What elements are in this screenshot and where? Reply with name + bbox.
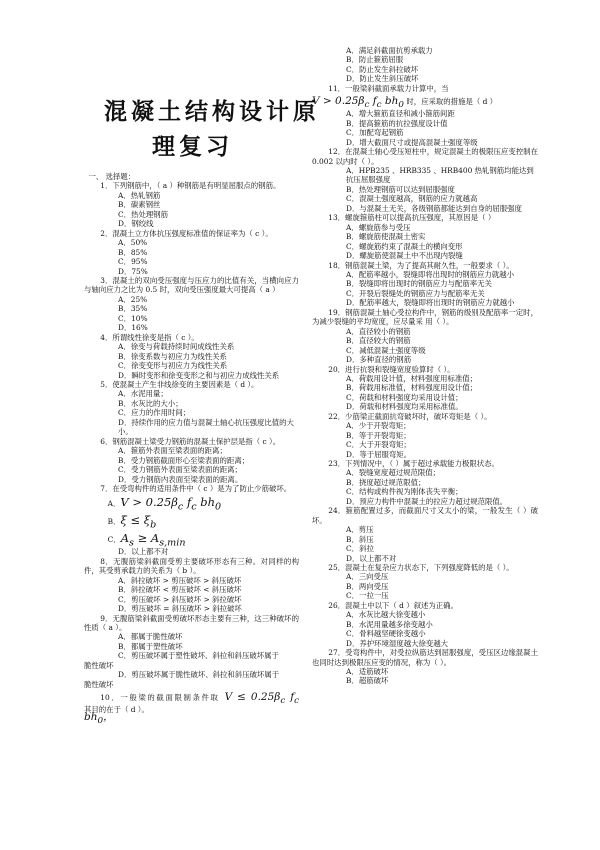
answer-option: D．钢绞线 <box>118 219 154 229</box>
answer-option: C．受力钢筋外表面至梁表面的距离； <box>118 465 242 475</box>
answer-option: C．骨料越坚硬徐变越小 <box>346 629 426 639</box>
question-text: 24．箍筋配置过多，而截面尺寸又太小的梁，一般发生（ ）破坏。 <box>312 506 538 525</box>
answer-option: B．裂缝即将出现时的钢筋应力与配筋率无关 <box>346 279 492 289</box>
question-text: 8．无腹筋梁斜截面受剪主要破坏形态有三种。对同样的构件，其受剪承载力的关系为（ b ）。 <box>84 556 299 576</box>
answer-option: A．裂缝宽度超过规范限值； <box>346 468 441 478</box>
question-text: 19．钢筋混凝土轴心受拉构件中，钢筋的级别及配筋率一定时，为减少裂缝的平均宽度，应尽量采 用（ ）。 <box>312 307 538 327</box>
answer-option: A．三向受压 <box>346 572 389 582</box>
answer-option: C．结构或构件视为刚体丧失平衡； <box>346 487 463 497</box>
answer-option: A．都属于脆性破坏 <box>118 632 183 642</box>
answer-option: A．满足斜截面抗剪承载力 <box>346 46 433 55</box>
answer-option: A．直径较小的钢筋 <box>346 326 411 336</box>
condition-option: A．$V > 0.25\beta_c$ $f_c$ $bh_0$ <box>107 495 222 513</box>
question-text: 27．受弯构件中，对受拉纵筋达到屈服强度，受压区边缘混凝土也同时达到极限压应变的情况，称为（ ）。 <box>312 648 538 667</box>
question-text: 6．钢筋混凝土梁受力钢筋的混凝土保护层是指（ c ）。 <box>100 436 281 446</box>
answer-option: A．配筋率越小，裂缝即将出现时的钢筋应力就越小 <box>346 269 514 279</box>
question-10: 10．一般梁的截面限制条件取 $V \le 0.25\beta_c$ $f_c$ $bh_0$， <box>84 691 300 727</box>
answer-option: A．荷载用设计值，材料强度用标准值； <box>346 373 478 383</box>
answer-option: A．斜拉破坏 > 剪压破坏 > 斜压破坏 <box>118 575 242 585</box>
answer-option: A．水泥用量； <box>118 389 168 399</box>
answer-option: B．防止箍筋屈服 <box>346 55 404 65</box>
answer-option: A．箍筋外表面至梁表面的距离； <box>118 446 227 456</box>
answer-option: D．增大截面尺寸或提高混凝土强度等级 <box>346 137 478 147</box>
question-text: 5．使混凝土产生非线徐变的主要因素是（ d ）。 <box>100 379 259 389</box>
answer-option: C．大于开裂弯矩； <box>346 440 411 450</box>
section-heading: 一、 选择题： <box>88 172 136 181</box>
question-text: 18．钢筋混凝土梁，为了提高其耐久性，一般要求（ ）。 <box>328 260 514 270</box>
answer-option: C．荷载和材料强度均采用设计值； <box>346 392 463 402</box>
question-11-condition: $V > 0.25\beta_c$ $f_c$ $bh_0$ 时，应采取的措施是（ d ） <box>312 95 498 111</box>
answer-option: D．多种直径的钢筋 <box>346 355 412 365</box>
answer-option: C．应力的作用时间； <box>118 408 191 418</box>
answer-option: B．碳素钢丝 <box>118 200 161 210</box>
answer-option: B．超筋破坏 <box>346 676 389 686</box>
continuation-line: 脆性破坏 <box>84 679 114 689</box>
document-title-line2: 理复习 <box>152 134 233 160</box>
answer-option: B．提高箍筋的抗拉强度设计值 <box>346 118 448 128</box>
answer-option: A．螺旋筋参与受压 <box>346 222 411 232</box>
answer-option: C．一拉一压 <box>346 591 389 601</box>
answer-option: C．螺旋筋约束了混凝土的横向变形 <box>346 241 463 251</box>
answer-option: D．剪压破坏属于脆性破坏、斜拉和斜压破坏属于 <box>118 670 280 680</box>
answer-option: A．25% <box>118 294 148 304</box>
answer-option: D．等于屈服弯矩。 <box>346 449 412 459</box>
question-text: 4．所谓线性徐变是指（ c ）。 <box>100 332 199 342</box>
answer-option: C．剪压破坏属于塑性破坏、斜拉和斜压破坏属于 <box>118 651 279 661</box>
answer-option: D．荷载和材料强度均采用标准值。 <box>346 402 463 412</box>
answer-option: D．持续作用的应力值与混凝土轴心抗压强度比值的大小。 <box>118 417 294 437</box>
answer-option: D．预应力构件中混凝土的拉应力超过规范限值。 <box>346 496 508 506</box>
answer-option: D．16% <box>118 323 148 333</box>
question-text: 12．在混凝土轴心受压短柱中，规定混凝土的极限压应变控制在 0.002 以内时（ ）。 <box>312 147 538 166</box>
question-text: 25．混凝土在复杂应力状态下，下列强度降低的是（ ）。 <box>328 563 514 573</box>
question-11-tail: 时，应采取的措施是（ d ） <box>406 97 498 107</box>
question-text: 7．在受弯构件的适用条件中（ c ）是为了防止少筋破坏。 <box>100 483 292 493</box>
question-text: 2．混凝土立方体抗压强度标准值的保证率为（ c ）。 <box>100 228 273 238</box>
answer-option: B．斜拉破坏 < 剪压破坏 < 斜压破坏 <box>118 585 242 595</box>
answer-option: A．热轧钢筋 <box>118 190 161 200</box>
answer-option: C．减低混凝土强度等级 <box>346 345 426 355</box>
answer-option: A．剪压 <box>346 525 374 535</box>
answer-option: B．35% <box>118 304 148 314</box>
answer-option: C．95% <box>118 257 148 267</box>
question-text: 22．少筋梁正截面抗弯破坏时，破坏弯矩是（ ）。 <box>328 411 492 421</box>
answer-option: B．热处理钢筋可以达到屈服强度 <box>346 184 455 194</box>
answer-option: A．适筋破坏 <box>346 667 389 676</box>
answer-option: D．防止发生斜压破坏 <box>346 74 419 84</box>
answer-option: B．都属于塑性破坏 <box>118 641 183 651</box>
answer-option: A．50% <box>118 238 148 248</box>
question-text: 23．下列情况中，（ ）属于超过承载能力极限状态。 <box>328 459 499 469</box>
answer-option: D．螺旋筋使混凝土中不出现内裂缝 <box>346 251 463 261</box>
question-text: 26．混凝土中以下（ d ）叙述为正确。 <box>328 600 458 610</box>
left-column <box>84 172 300 727</box>
answer-option: B．受力钢筋截面形心至梁表面的距离； <box>118 455 250 465</box>
question-text: 11．一般梁斜截面承载力计算中，当 <box>328 83 449 93</box>
answer-option: A．徐变与荷载持续时间成线性关系 <box>118 342 235 352</box>
right-column-top <box>312 46 538 93</box>
continuation-line: 其目的在于（ d ）。 <box>84 705 149 715</box>
answer-option: A．水灰比越大徐变越小 <box>346 610 426 620</box>
answer-option: B．螺旋筋使混凝土密实 <box>346 232 426 242</box>
answer-option: C．混凝土强度越高，钢筋的应力就越高 <box>346 194 478 204</box>
question-text: 9．无腹筋梁斜截面受剪破坏形态主要有三种，这三种破坏的性质（ a ）。 <box>84 613 299 633</box>
answer-option: D．配筋率越大，裂缝即将出现时的钢筋应力就越小 <box>346 298 515 308</box>
answer-option: D．养护环境湿度越大徐变越大 <box>346 638 449 648</box>
answer-option: B．等于开裂弯矩； <box>346 430 411 440</box>
answer-option: B．两向受压 <box>346 581 389 591</box>
answer-option: A．HPB235 、HRB335 、HRB400 热轧钢筋均能达到抗压屈服强度 <box>346 165 534 185</box>
answer-option: D．以上都不对 <box>346 553 397 563</box>
answer-option: C．热处理钢筋 <box>118 209 169 219</box>
right-column-body <box>312 109 538 686</box>
question-text: 13．螺旋箍筋柱可以提高抗压强度，其原因是（ ） <box>328 213 496 223</box>
right-column <box>312 46 538 686</box>
question-text: 20．进行抗裂和裂缝宽度验算时（ ）。 <box>328 364 455 374</box>
answer-option: B．水泥用量越多徐变越小 <box>346 619 433 629</box>
answer-option: D．75% <box>118 266 148 276</box>
answer-option: B．荷载用标准值，材料强度用设计值； <box>346 383 478 393</box>
question-text: 1．下列钢筋中，（ a ）种钢筋是有明显屈服点的钢筋。 <box>100 181 281 191</box>
condition-option: C．$A_s \ge A_{s,min}$ <box>107 531 186 549</box>
answer-option: B．挠度超过规范限值； <box>346 477 426 487</box>
answer-option: D．瞬时变形和徐变变形之和与初应力成线性关系 <box>118 370 280 380</box>
question-text: 3．混凝土的双向受压强度与压应力的比值有关，当横向应力与轴向应力之比为 0.5 时，双向受压强度最大可提高（ a ） <box>84 275 299 295</box>
answer-option: D．以上都不对 <box>118 547 169 557</box>
answer-option: A．少于开裂弯矩； <box>346 421 411 431</box>
answer-option: C．剪压破坏 > 斜压破坏 > 斜拉破坏 <box>118 594 242 604</box>
continuation-line: 脆性破坏 <box>84 660 114 670</box>
answer-option: B．85% <box>118 247 148 257</box>
answer-option: C．开裂后裂缝处的钢筋应力与配筋率无关 <box>346 288 485 298</box>
answer-option: C．10% <box>118 313 148 323</box>
answer-option: D．与混凝土无关，各级钢筋都能达到自身的屈服强度 <box>346 203 522 213</box>
answer-option: D．受力钢筋内表面至梁表面的距离。 <box>118 474 243 484</box>
answer-option: B．直径较大的钢筋 <box>346 336 411 346</box>
condition-option: B．$\xi \le \xi_b$ <box>107 513 157 531</box>
answer-option: B．斜压 <box>346 534 374 544</box>
question-10-text: 10．一般梁的截面限制条件取 <box>100 693 220 703</box>
document-title-line1: 混凝土结构设计原 <box>104 99 320 125</box>
answer-option: C．斜拉 <box>346 544 374 554</box>
answer-option: D．剪压破坏 = 斜压破坏 > 斜拉破坏 <box>118 604 242 614</box>
answer-option: B．水灰比的大小； <box>118 398 183 408</box>
answer-option: C．徐变变形与初应力为线性关系 <box>118 361 228 371</box>
answer-option: C．防止发生斜拉破坏 <box>346 64 419 74</box>
answer-option: C．加配弯起钢筋 <box>346 128 404 138</box>
answer-option: A．增大箍筋直径和减小箍筋间距 <box>346 109 455 119</box>
answer-option: B．徐变系数与初应力为线性关系 <box>118 351 227 361</box>
